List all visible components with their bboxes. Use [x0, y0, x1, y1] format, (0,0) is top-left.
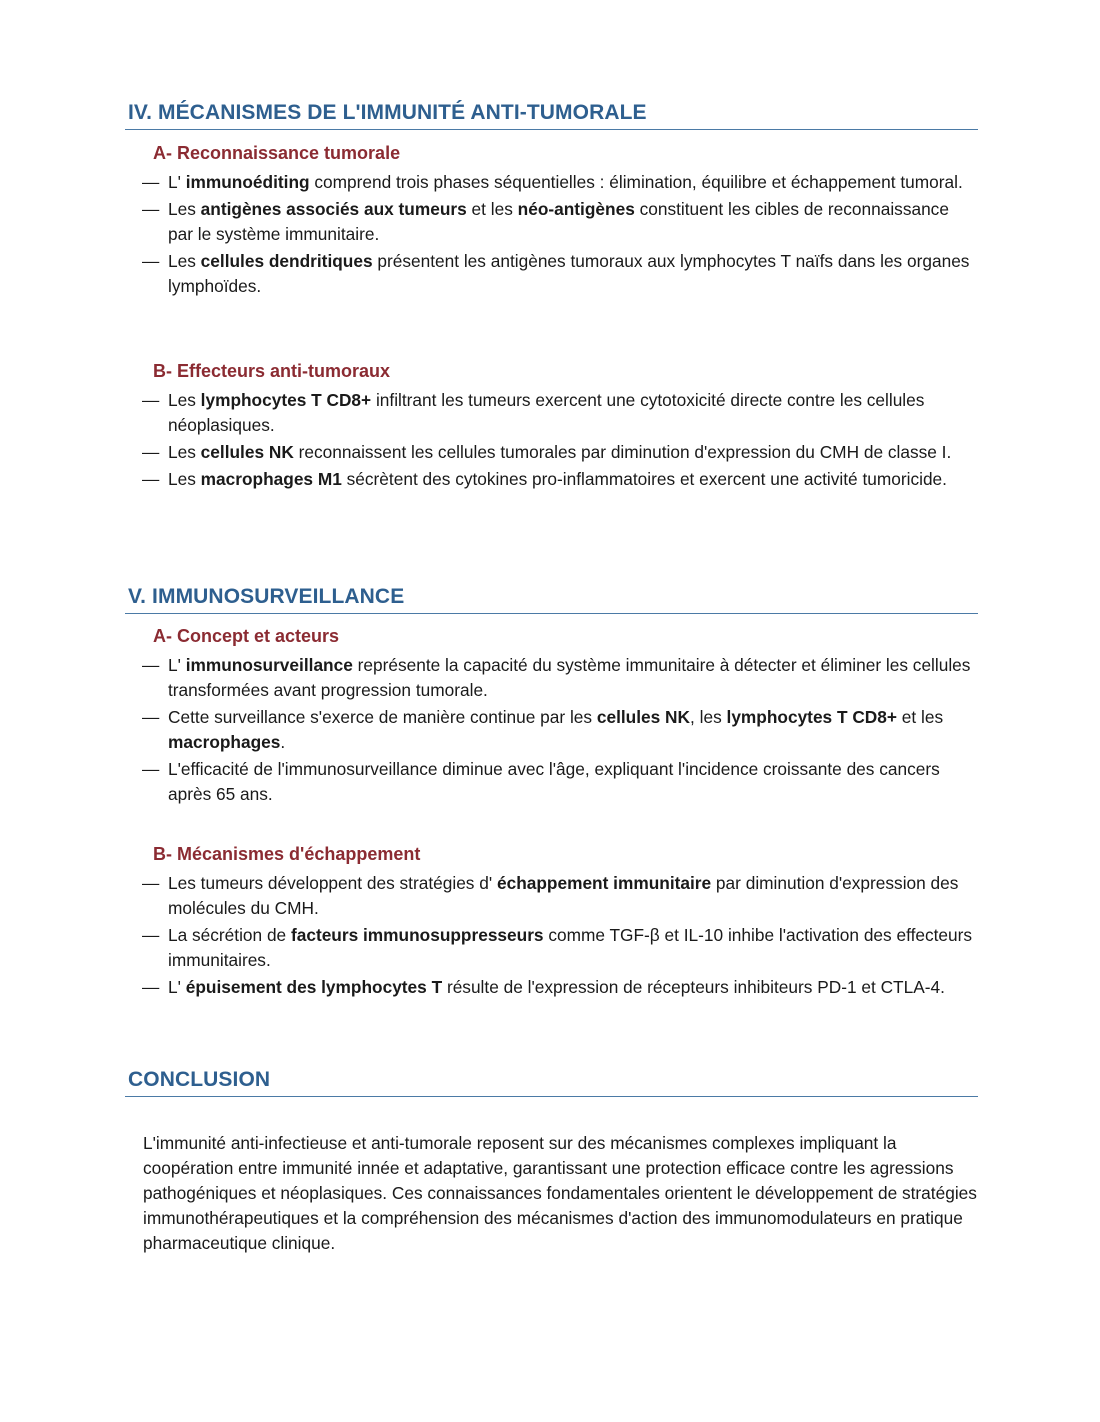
bold-term: macrophages — [168, 732, 281, 752]
text-run: Les tumeurs développent des stratégies d' — [168, 873, 497, 893]
text-run: sécrètent des cytokines pro-inflammatoires et exercent une activité tumoricide. — [341, 469, 947, 489]
list-item — [142, 170, 977, 195]
bold-term: lymphocytes T CD8+ — [200, 390, 372, 410]
text-run: Cette surveillance s'exerce de manière continue par les — [168, 707, 597, 727]
bullet-list — [142, 871, 977, 1002]
bullet-list — [142, 653, 977, 809]
list-item — [142, 923, 977, 973]
text-run: L'efficacité de l'immunosurveillance diminue avec l'âge, expliquant l'incidence croissante des cancers après 65 ans. — [168, 759, 940, 804]
list-item — [142, 388, 977, 438]
text-run: . — [280, 732, 286, 752]
text-run: par diminution d'expression des molécules du CMH. — [168, 873, 959, 918]
bold-term: macrophages M1 — [200, 469, 342, 489]
bold-term: néo-antigènes — [517, 199, 635, 219]
text-run: comprend trois phases séquentielles : élimination, équilibre et échappement tumoral. — [309, 172, 963, 192]
bold-term: facteurs immunosuppresseurs — [290, 925, 544, 945]
bullet-dash: — — [142, 390, 160, 410]
subsection-title-effecteurs: B- Effecteurs anti-tumoraux — [153, 361, 391, 381]
bold-term: échappement immunitaire — [496, 873, 712, 893]
bullet-dash: — — [142, 442, 160, 462]
bold-term: immunoéditing — [185, 172, 310, 192]
text-run: Les — [168, 469, 201, 489]
section-title-conclusion: CONCLUSION — [125, 1068, 978, 1097]
bold-term: cellules NK — [596, 707, 691, 727]
list-item — [142, 197, 977, 247]
text-run: reconnaissent les cellules tumorales par diminution d'expression du CMH de classe I. — [293, 442, 952, 462]
text-run: comme TGF-β et IL-10 inhibe l'activation des effecteurs immunitaires. — [168, 925, 973, 970]
subsection-title-reconnaissance: A- Reconnaissance tumorale — [153, 143, 401, 163]
text-run: résulte de l'expression de récepteurs inhibiteurs PD-1 et CTLA-4. — [442, 977, 945, 997]
list-item — [142, 705, 977, 755]
bullet-dash: — — [142, 925, 160, 945]
text-run: La sécrétion de — [168, 925, 291, 945]
bullet-dash: — — [142, 977, 160, 997]
bullet-dash: — — [142, 469, 160, 489]
list-item — [142, 249, 977, 299]
bullet-dash: — — [142, 655, 160, 675]
text-run: représente la capacité du système immunitaire à détecter et éliminer les cellules transformées avant progression tumorale. — [168, 655, 971, 700]
text-run: présentent les antigènes tumoraux aux lymphocytes T naïfs dans les organes lymphoïdes. — [168, 251, 970, 296]
bold-term: cellules dendritiques — [200, 251, 373, 271]
bold-term: immunosurveillance — [185, 655, 353, 675]
text-run: L' — [168, 172, 186, 192]
text-run: infiltrant les tumeurs exercent une cytotoxicité directe contre les cellules néoplasiques. — [168, 390, 925, 435]
bold-term: cellules NK — [200, 442, 294, 462]
bullet-dash: — — [142, 199, 160, 219]
bold-term: antigènes associés aux tumeurs — [200, 199, 467, 219]
text-run: et les — [466, 199, 518, 219]
text-run: constituent les cibles de reconnaissance par le système immunitaire. — [168, 199, 949, 244]
bullet-dash: — — [142, 707, 160, 727]
list-item — [142, 975, 977, 1000]
list-item — [142, 440, 977, 465]
list-item — [142, 757, 977, 807]
text-run: Les — [168, 251, 201, 271]
subsection-title-concept: A- Concept et acteurs — [153, 626, 340, 646]
list-item — [142, 871, 977, 921]
text-run: Les — [168, 442, 201, 462]
bold-term: épuisement des lymphocytes T — [185, 977, 443, 997]
bullet-dash: — — [142, 172, 160, 192]
text-run: Les — [168, 199, 201, 219]
text-run: Les — [168, 390, 201, 410]
bullet-list — [142, 170, 977, 301]
text-run: et les — [896, 707, 944, 727]
text-run: L' — [168, 977, 186, 997]
bullet-list — [142, 388, 977, 494]
text-run: L' — [168, 655, 186, 675]
section-title-mecanismes: IV. MÉCANISMES DE L'IMMUNITÉ ANTI-TUMORALE — [125, 101, 978, 130]
bold-term: lymphocytes T CD8+ — [726, 707, 897, 727]
conclusion-paragraph: L'immunité anti-infectieuse et anti-tumorale reposent sur des mécanismes complexes impliquant la coopération entre immunité innée et adaptative, garantissant une protection efficace contre les agressions pathogéniques et néoplasiques. Ces connaissances fondamentales orientent le développement de stratégies immunothérapeutiques et la compréhension des mécanismes d'action des immunomodulateurs en pratique pharmaceutique clinique. — [143, 1133, 977, 1253]
bullet-dash: — — [142, 251, 160, 271]
text-run: , les — [690, 707, 727, 727]
section-title-immunosurveillance: V. IMMUNOSURVEILLANCE — [125, 585, 978, 614]
bullet-dash: — — [142, 759, 160, 779]
subsection-title-echappement: B- Mécanismes d'échappement — [153, 844, 421, 864]
list-item — [142, 653, 977, 703]
bullet-dash: — — [142, 873, 160, 893]
list-item — [142, 467, 977, 492]
